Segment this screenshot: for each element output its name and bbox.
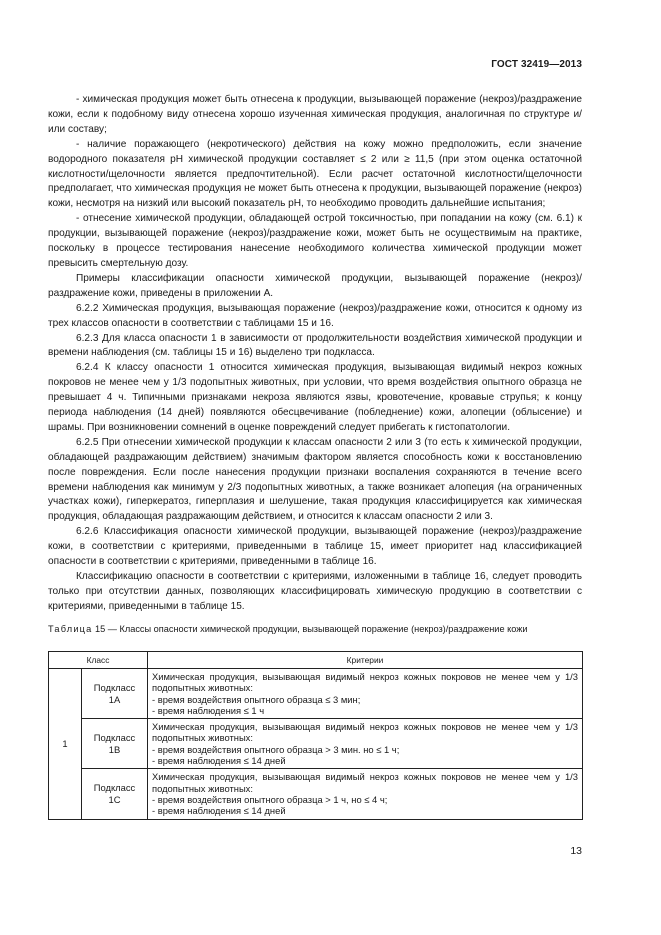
criteria-lead: Химическая продукция, вызывающая видимый некроз кожных покровов не менее чем у 1/3 подопытных животных: — [152, 771, 578, 794]
table-caption-label: Таблица — [48, 624, 93, 634]
subclass-word: Подкласс — [93, 681, 136, 693]
subclass-cell — [82, 769, 148, 819]
subclass-cell — [82, 719, 148, 769]
criteria-cell — [148, 669, 583, 719]
document-code: ГОСТ 32419—2013 — [491, 59, 582, 70]
table-row — [49, 769, 583, 819]
criteria-condition: - время наблюдения ≤ 1 ч — [152, 704, 265, 716]
criteria-lead: Химическая продукция, вызывающая видимый некроз кожных покровов не менее чем у 1/3 подопытных животных: — [152, 671, 578, 694]
table-header-row — [49, 652, 583, 669]
table-row — [49, 669, 583, 719]
paragraph: 6.2.4 К классу опасности 1 относится химическая продукция, вызывающая видимый некроз кожных покровов не менее чем у 1/3 подопытных животных, при условии, что время воздействия опытного образца не превышает 4 ч. Типичными признаками некроза являются язвы, кровотечение, кровавые струпья; к концу периода наблюдения (14 дней) появляются обесцвечивание (побледнение) кожи, алопеции (облысение) и шрамы. При возникновении сомнений в оценке повреждений следует прибегать к гистопатологии. — [48, 362, 582, 433]
paragraph: Классификацию опасности в соответствии с критериями, изложенными в таблице 16, следует проводить только при отсутствии данных, позволяющих классифицировать химическую продукцию в соответствии с критериями, приведенными в таблице 15. — [48, 571, 582, 612]
subclass-word: Подкласс — [93, 781, 136, 793]
paragraph: Примеры классификации опасности химической продукции, вызывающей поражение (некроз)/раздражение кожи, приведены в приложении А. — [48, 272, 582, 299]
subclass-cell — [82, 669, 148, 719]
table-caption — [48, 624, 528, 634]
hazard-class-table — [48, 651, 583, 820]
paragraph: 6.2.3 Для класса опасности 1 в зависимости от продолжительности воздействия химической продукции и времени наблюдения (см. таблицы 15 и 16) выделено три подкласса. — [48, 332, 582, 359]
criteria-condition: - время наблюдения ≤ 14 дней — [152, 755, 286, 767]
class-number-cell: 1 — [49, 669, 82, 820]
subclass-word: Подкласс — [93, 731, 136, 743]
criteria-cell — [148, 769, 583, 819]
column-header-criteria: Критерии — [148, 652, 583, 669]
criteria-condition: - время воздействия опытного образца > 1 ч, но ≤ 4 ч; — [152, 793, 388, 805]
paragraph: - отнесение химической продукции, обладающей острой токсичностью, при попадании на кожу (см. 6.1) к продукции, вызывающей поражение (некроз)/раздражение кожи, может быть не осуществимым на практике, поскольку в процессе тестирования нанесение необходимого количества химической продукции может превысить смертельную дозу. — [48, 213, 582, 269]
document-body — [48, 93, 582, 615]
subclass-code: 1C — [108, 793, 121, 805]
paragraph: 6.2.6 Классификация опасности химической продукции, вызывающей поражение (некроз)/раздражение кожи, в соответствии с критериями, приведенными в таблице 15, имеет приоритет над классификацией опасности в соответствии с критериями, приведенными в таблице 16. — [48, 526, 582, 568]
criteria-cell — [148, 719, 583, 769]
table-caption-text: 15 — Классы опасности химической продукции, вызывающей поражение (некроз)/раздражение кожи — [95, 624, 528, 634]
criteria-condition: - время воздействия опытного образца ≤ 3 мин; — [152, 693, 361, 705]
paragraph: 6.2.2 Химическая продукция, вызывающая поражение (некроз)/раздражение кожи, относится к одному из трех классов опасности в соответствии с таблицами 15 и 16. — [48, 302, 582, 329]
column-header-class: Класс — [49, 652, 148, 669]
paragraph: - химическая продукция может быть отнесена к продукции, вызывающей поражение (некроз)/раздражение кожи, если к подобному виду отнесена хорошо изученная химическая продукция, аналогичная по структуре и/или составу; — [48, 94, 582, 135]
paragraph: 6.2.5 При отнесении химической продукции к классам опасности 2 или 3 (то есть к химической продукции, обладающей раздражающим действием) значимым фактором является способность кожи к восстановлению после повреждения. Если после нанесения продукции признаки воспаления сохраняются в течение всего времени наблюдения как минимум у 2/3 подопытных животных, а также возникает алопеция (на ограниченных участках кожи), гиперкератоз, гиперплазия и шелушение, такая продукция классифицируется как химическая продукция, обладающая раздражающим действием, и относится к классам опасности 2 или 3. — [48, 436, 582, 523]
paragraph: - наличие поражающего (некротического) действия на кожу можно предположить, если значение водородного показателя pH химической продукции составляет ≤ 2 или ≥ 11,5 (при этом оценка остаточной кислотности/щелочности является предпочтительной). Если расчет остаточной кислотности/щелочности предполагает, что химическая продукция не может быть отнесена к продукции, вызывающей поражение (некроз) кожи, несмотря на низкий или высокий показатель pH, то необходимо проводить дальнейшие испытания; — [48, 138, 582, 210]
page-number: 13 — [570, 845, 582, 857]
criteria-condition: - время воздействия опытного образца > 3 мин. но ≤ 1 ч; — [152, 743, 400, 755]
table-row — [49, 719, 583, 769]
criteria-lead: Химическая продукция, вызывающая видимый некроз кожных покровов не менее чем у 1/3 подопытных животных: — [152, 721, 578, 744]
subclass-code: 1B — [108, 743, 121, 755]
subclass-code: 1A — [108, 693, 121, 705]
criteria-condition: - время наблюдения ≤ 14 дней — [152, 805, 286, 817]
